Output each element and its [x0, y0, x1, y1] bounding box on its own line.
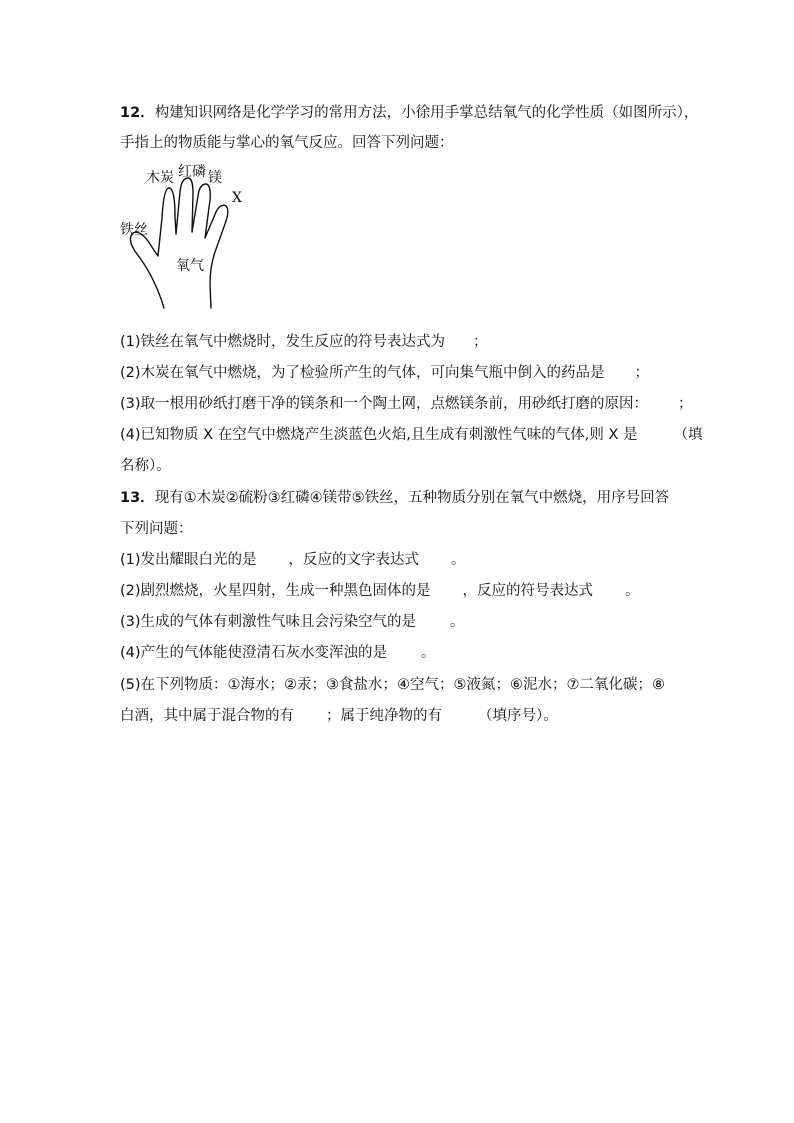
q12-sub3-text: (3)取一根用砂纸打磨干净的镁条和一个陶土网，点燃镁条前，用砂纸打磨的原因：	[120, 396, 649, 412]
q13-sub5-line2	[120, 707, 680, 725]
q13-number: 13．	[120, 490, 155, 506]
q12-sub3-end: ；	[678, 396, 693, 412]
q12-sub2-text: (2)木炭在氧气中燃烧，为了检验所产生的气体，可向集气瓶中倒入的药品是	[120, 365, 605, 381]
finger-label-red-phosphorus: 红磷	[178, 164, 206, 180]
finger-label-x: X	[232, 190, 242, 206]
q12-sub2	[120, 364, 680, 382]
finger-label-iron-wire: 铁丝	[120, 222, 148, 238]
q13-sub3-end: 。	[450, 614, 465, 630]
q13-sub4-text: (4)产生的气体能使澄清石灰水变浑浊的是	[120, 645, 388, 661]
q12-sub3	[120, 395, 693, 413]
q13-sub5-text-a: 白酒，其中属于混合物的有	[120, 708, 294, 724]
q12-stem-line1	[120, 104, 699, 122]
q13-sub1-text-b: ，反应的文字表达式	[288, 552, 420, 568]
q12-number: 12．	[120, 105, 155, 121]
q13-sub5-end: （填序号）。	[478, 708, 558, 724]
q13-sub2-end: 。	[625, 583, 640, 599]
q13-sub2	[120, 582, 680, 600]
finger-label-charcoal: 木炭	[146, 170, 174, 186]
q12-sub1-text: (1)铁丝在氧气中燃烧时，发生反应的符号表达式为	[120, 334, 446, 350]
hand-outline-drawing	[118, 160, 258, 320]
q13-sub1-text-a: (1)发出耀眼白光的是	[120, 552, 257, 568]
q12-stem-text1: 构建知识网络是化学学习的常用方法，小徐用手掌总结氧气的化学性质（如图所示），	[154, 105, 699, 121]
q13-sub2-text-b: ，反应的符号表达式	[462, 583, 594, 599]
finger-label-magnesium: 镁	[208, 170, 222, 186]
q13-sub1-end: 。	[451, 552, 466, 568]
q13-sub4-end: 。	[421, 645, 436, 661]
q13-sub2-text-a: (2)剧烈燃烧，火星四射，生成一种黑色固体的是	[120, 583, 431, 599]
q13-sub3-text: (3)生成的气体有刺激性气味且会污染空气的是	[120, 614, 417, 630]
q13-sub5-line1: (5)在下列物质：①海水；②汞；③食盐水；④空气；⑤液氮；⑥泥水；⑦二氧化碳；⑧	[120, 677, 666, 693]
q13-sub5-text-b: ；属于纯净物的有	[326, 708, 442, 724]
hand-diagram	[118, 160, 258, 320]
q13-stem-line1	[120, 489, 680, 507]
q12-sub4-text: (4)已知物质 X 在空气中燃烧产生淡蓝色火焰,且生成有刺激性气味的气体,则 X 是	[120, 427, 638, 443]
q13-stem-line2: 下列问题：	[120, 521, 193, 537]
q13-sub3	[120, 613, 680, 631]
q12-stem-line2: 手指上的物质能与掌心的氧气反应。回答下列问题：	[120, 135, 454, 151]
q13-sub1	[120, 551, 680, 569]
q13-stem-text1: 现有①木炭②硫粉③红磷④镁带⑤铁丝，五种物质分别在氧气中燃烧，用序号回答	[154, 490, 670, 506]
q12-sub1-end: ；	[473, 334, 488, 350]
q12-sub2-end: ；	[634, 365, 650, 381]
q12-sub1	[120, 333, 680, 351]
palm-label-oxygen: 氧气	[176, 258, 204, 274]
q12-sub4-line1	[120, 426, 703, 444]
q12-sub4-end: （填	[673, 427, 703, 443]
q13-sub4	[120, 644, 680, 662]
q12-sub4-line2: 名称）。	[120, 458, 171, 474]
